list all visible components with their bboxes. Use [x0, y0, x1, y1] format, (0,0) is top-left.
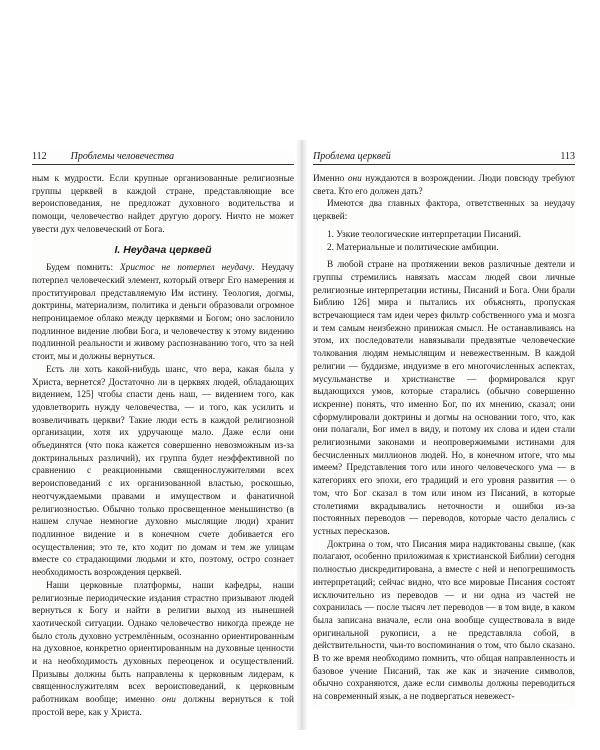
text-span: Будем помнить:	[46, 263, 120, 274]
list-item: 2. Материальные и политические амбиции.	[327, 242, 499, 253]
list-item: 1. Узкие теологические интерпретации Писаний.	[327, 229, 521, 240]
paragraph: ным к мудрости. Если крупные организованные религиозные группы церквей в каждой стране, представляющие все вероисповедания, не предложат духовного водительства и помощи, человечество найдет другую дорогу. Ничто не может увести дух человеческий от Бога.	[32, 174, 294, 235]
text-span: Именно	[313, 174, 348, 184]
left-page	[32, 150, 294, 718]
right-page	[313, 150, 575, 710]
book-gutter	[296, 140, 308, 730]
paragraph: Имеются два главных фактора, ответственных за неудачу церквей:	[313, 199, 575, 223]
paragraph	[32, 580, 294, 720]
running-title-right: Проблема церквей	[313, 151, 391, 162]
running-title-left: Проблемы человечества	[70, 151, 175, 162]
emphasis-text: Христос не потерпел неудачу	[120, 263, 253, 274]
paragraph: В любой стране на протяжении веков различные деятели и группы стремились навязать массам людей свои личные религиозные интерпретации истины, Писаний и Бога. Они брали Библию 126] мира и пытались их объяснять, пропуская встречающиеся там идеи через фильтр собственного ума и мозга и тем самым неизбежно принижая смысл. Не останавливаясь на этом, их последователи навязывали предвзятые человеческие толкования людям немыслящим и невежественным. В каждой религии — буддизме, индуизме в его многочисленных аспектах, мусульманстве и христианстве — формировался круг выдающихся умов, которые старались (обычно совершенно искренне) понять, что именно Бог, по их мнению, сказал; они сформулировали доктрины и догмы на основании того, что, как они полагали, Бог имел в виду, и потому их слова и идеи стали религиозными законами и неопровержимыми истинами для бесчисленных миллионов людей. Но, в конечном итоге, что мы имеем? Представления того или иного человеческого ума — в категориях его эпохи, его традиций и его уровня развития — о том, что Бог сказал в том или ином из Писаний, в которые столетиями вкрадывались неточности и ошибки из-за постоянных переводов — переводов, которые часто делались с устных пересказов.	[313, 260, 575, 537]
paragraph: Есть ли хоть какой-нибудь шанс, что вера, какая была у Христа, вернется? Достаточно ли в церквях людей, обладающих видением, 125] чтобы спасти день наш, — видением того, как удовлетворить нужду человечества, — и того, как усилить и возвеличивать церкви? Такие люди есть в каждой религиозной организации, хотя их удручающе мало. Даже если они объединятся (что пока кажется совершенно невозможным из-за доктринальных различий), их группа будет неэффективной по сравнению с реакционными священнослужителями всех вероисповеданий с их организованной властью, роскошью, неотчуждаемыми правами и имуществом и фанатичной религиозностью. Обычно только просвещенное меньшинство (в нашем случае немногие духовно мыслящие люди) хранит подлинное видение и в конечном счете добивается его осуществления; это те, кто ходит по домам и тем же улицам вместе со страдающими людьми и кто, поэтому, остро сознает необходимость возрождения церквей.	[32, 364, 294, 579]
factor-list	[313, 229, 575, 254]
paragraph	[32, 262, 294, 364]
page-number-right: 113	[560, 151, 575, 162]
paragraph	[313, 173, 575, 198]
page-number-left: 112	[32, 151, 47, 162]
text-span: . Неудачу потерпел человеческий элемент, который отверг Его намерения и проституировал представляемую Им истину. Теология, догмы, доктрины, материализм, политика и деньги образовали огромное непроницаемое облако между церквями и Богом; оно заслонило подлинное видение любви Бога, и человечеству к этому видению подлинной реальности и живому распознаванию того, что за ней стоит, мы и должны вернуться.	[32, 263, 294, 363]
text-span: должны вернуться к той простой вере, как у Христа.	[32, 695, 294, 718]
running-head-left	[32, 150, 294, 165]
emphasis-text: они	[162, 695, 176, 706]
text-span: нуждаются в возрождении. Люди повсюду требуют света. Кто его должен дать?	[313, 174, 575, 197]
text-span: Наши церковные платформы, наши кафедры, наши религиозные периодические издания страстно призывают людей вернуться к Богу и найти в религии выход из нынешней хаотической ситуации. Однако человечество никогда прежде не было столь духовно устремлённым, осознанно ориентированным на духовное, конкретно ориентированным на духовные ценности и на необходимость духовных переоценок и осуществлений. Призывы должны быть направлены к церковным лидерам, к священнослужителям всех вероисповеданий, к церковным работникам вообще; именно	[32, 580, 294, 706]
paragraph: Доктрина о том, что Писания мира надиктованы свыше, (как полагают, особенно приложимая к христианской Библии) сегодня полностью дискредитирована, а вместе с ней и непогрешимость интерпретаций; сейчас видно, что все мировые Писания состоят исключительно из переводов — и ни одна из частей не сохранилась — после тысяч лет переводов — в том виде, в каком была записана вначале, если она вообще существовала в виде оригинальной рукописи, а не представляла собой, в действительности, чьи-то воспоминания о том, что было сказано. В то же время необходимо помнить, что общая направленность и базовое учение Писаний, так же как и значение символов, обычно сохраняются, даже если символы должны переводиться на современный язык, а не подвергаться невежест-	[313, 539, 575, 703]
section-heading: I. Неудача церквей	[114, 243, 212, 256]
running-head-right	[313, 150, 575, 165]
emphasis-text: они	[347, 174, 362, 184]
